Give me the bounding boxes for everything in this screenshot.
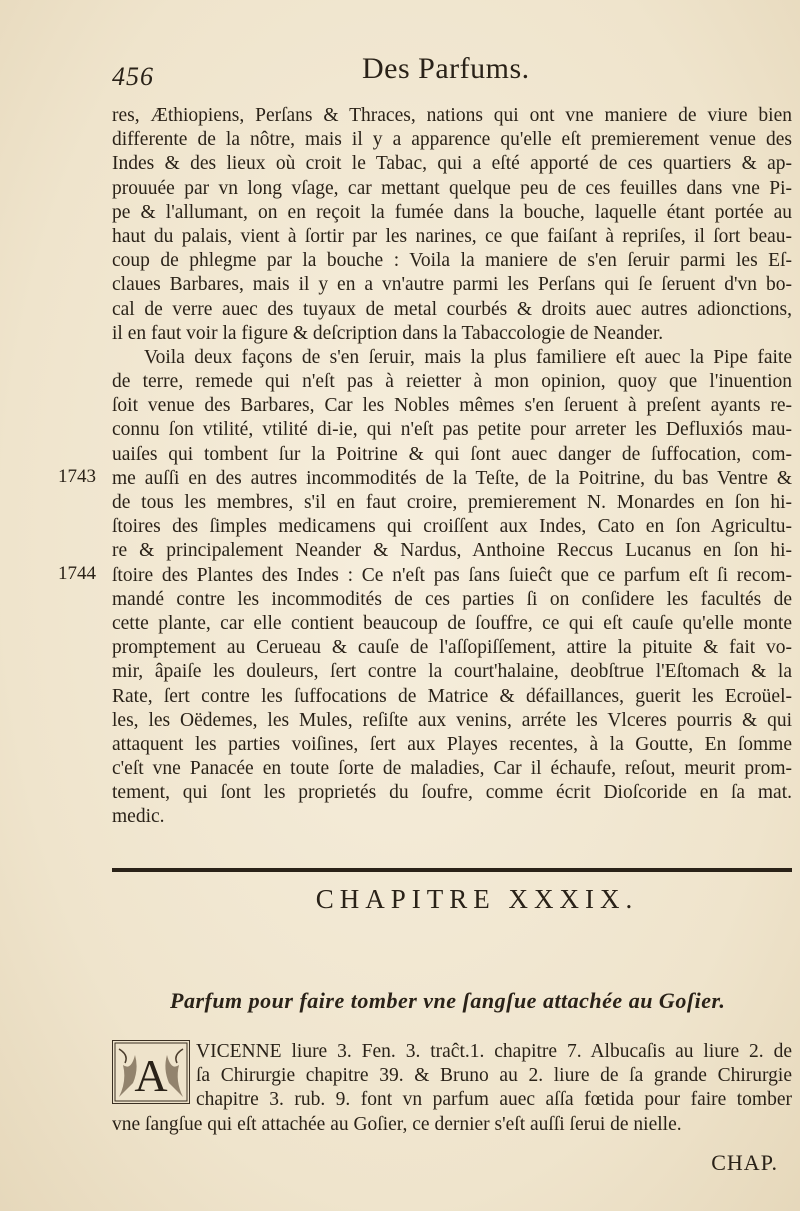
text-line: me auſſi en des autres incommodités de la Teſte, de la Poitrine, du bas Ventre &	[112, 467, 792, 489]
text-line: Indes & des lieux où croit le Tabac, qui a eſté apporté de ces quartiers & ap-	[112, 153, 792, 175]
text-line: attaquent les parties voiſines, ſert aux Playes recentes, à la Goutte, En ſomme	[112, 733, 792, 755]
text-line: VICENNE liure 3. Fen. 3. traĉt.1. chapitre 7. Albucaſis au liure 2. de	[196, 1041, 792, 1062]
text-line: promptement au Cerueau & cauſe de l'aſſopiſſement, attire la pituite & fait vo-	[112, 637, 792, 659]
text-line: re & principalement Neander & Nardus, Anthoine Reccus Lucanus en ſon hi-	[112, 540, 792, 562]
text-line: tement, qui ſont les proprietés du ſoufre, comme écrit Dioſcoride en ſa mat.	[112, 782, 792, 804]
text-line: Voila deux façons de s'en ſeruir, mais la plus familiere eſt auec la Pipe faite	[144, 346, 792, 368]
chapter-heading-text: CHAPITRE XXXIX.	[315, 884, 639, 914]
chapter-subtitle: Parfum pour faire tomber vne ſangſue attachée au Goſier.	[170, 988, 726, 1013]
chapter-heading	[112, 872, 792, 912]
text-line: ſa Chirurgie chapitre 39. & Bruno au 2. liure de ſa grande Chirurgie	[196, 1065, 792, 1087]
text-line: mandé contre les incommodités de ces parties ſi on conſidere les facultés de	[112, 588, 792, 610]
catchword: CHAP.	[711, 1150, 778, 1175]
text-line: il en faut voir la figure & deſcription dans la Tabaccologie de Neander.	[112, 322, 664, 344]
text-line: Rate, ſert contre les ſuffocations de Matrice & défaillances, guerit les Ecroüel-	[112, 685, 792, 707]
text-line: connu ſon vtilité, vtilité di-ie, qui n'eſt pas petite pour arreter les Defluxiós mau-	[112, 419, 792, 441]
text-line: cette plante, car elle contient beaucoup de ſouffre, ce qui eſt cauſe qu'elle monte	[112, 612, 792, 634]
text-line: cal de verre auec des tuyaux de metal courbés & droits auec autres adionctions,	[112, 298, 792, 320]
margin-note-1743: 1743	[58, 466, 96, 487]
text-line: coup de phlegme par la bouche : Voila la maniere de s'en ſeruir parmi les Eſ-	[112, 250, 792, 272]
body-text	[112, 104, 792, 830]
page-number: 456	[112, 62, 154, 91]
page-header	[112, 52, 692, 92]
text-line: haut du palais, vient à ſortir par les narines, ce que faiſant à repriſes, il ſort beau-	[112, 225, 792, 247]
text-line: vne ſangſue qui eſt attachée au Goſier, ce dernier s'eſt auſſi ſerui de nielle.	[112, 1113, 682, 1135]
text-line: de tous les membres, s'il en faut croire, premierement N. Monardes en ſon hi-	[112, 492, 792, 513]
text-line: mir, âpaiſe les douleurs, ſert contre la court'halaine, deobſtrue l'Eſtomach & la	[112, 661, 792, 683]
text-line: uaiſes qui tombent ſur la Poitrine & qui ſont auec danger de ſuffocation, com-	[112, 443, 792, 465]
margin-note-1744: 1744	[58, 563, 96, 584]
chapter-text	[112, 1040, 792, 1137]
text-line: les, les Oëdemes, les Mules, reſiſte aux venins, arréte les Vlceres pourris & qui	[112, 709, 792, 731]
text-line: pe & l'allumant, on en reçoit la fumée dans la bouche, laquelle étant portée au	[112, 201, 792, 223]
text-line: chapitre 3. rub. 9. font vn parfum auec aſſa fœtida pour faire tomber	[196, 1089, 792, 1111]
text-line: res, Æthiopiens, Perſans & Thraces, nations qui ont vne maniere de viure bien	[112, 105, 792, 126]
text-line: ſoit venue des Barbares, Car les Nobles mêmes s'en ſeruent à preſent ayants re-	[112, 395, 792, 417]
text-line: ſtoires des ſimples medicamens qui croiſſent aux Indes, Cato en ſon Agricultu-	[112, 516, 792, 538]
text-line: claues Barbares, mais il y en a vn'autre parmi les Perſans qui ſe ſeruent d'vn bo-	[112, 274, 792, 296]
drop-cap-letter: A	[134, 1050, 168, 1101]
text-line: de terre, remede qui n'eſt pas à reietter à mon opinion, quoy que l'inuention	[112, 371, 792, 393]
text-line: differente de la nôtre, mais il y a apparence qu'elle eſt premierement venue des	[112, 129, 792, 151]
text-line: ſtoire des Plantes des Indes : Ce n'eſt pas ſans ſuieĉt que ce parfum eſt ſi recom-	[112, 564, 792, 586]
running-title: Des Parfums.	[362, 52, 530, 85]
text-line: c'eſt vne Panacée en toute ſorte de maladies, Car il échaufe, reſout, meurit prom-	[112, 758, 792, 780]
text-line: prouuée par vn long vſage, car mettant quelque peu de ces feuilles dans vne Pi-	[112, 177, 792, 199]
text-line: medic.	[112, 806, 165, 828]
